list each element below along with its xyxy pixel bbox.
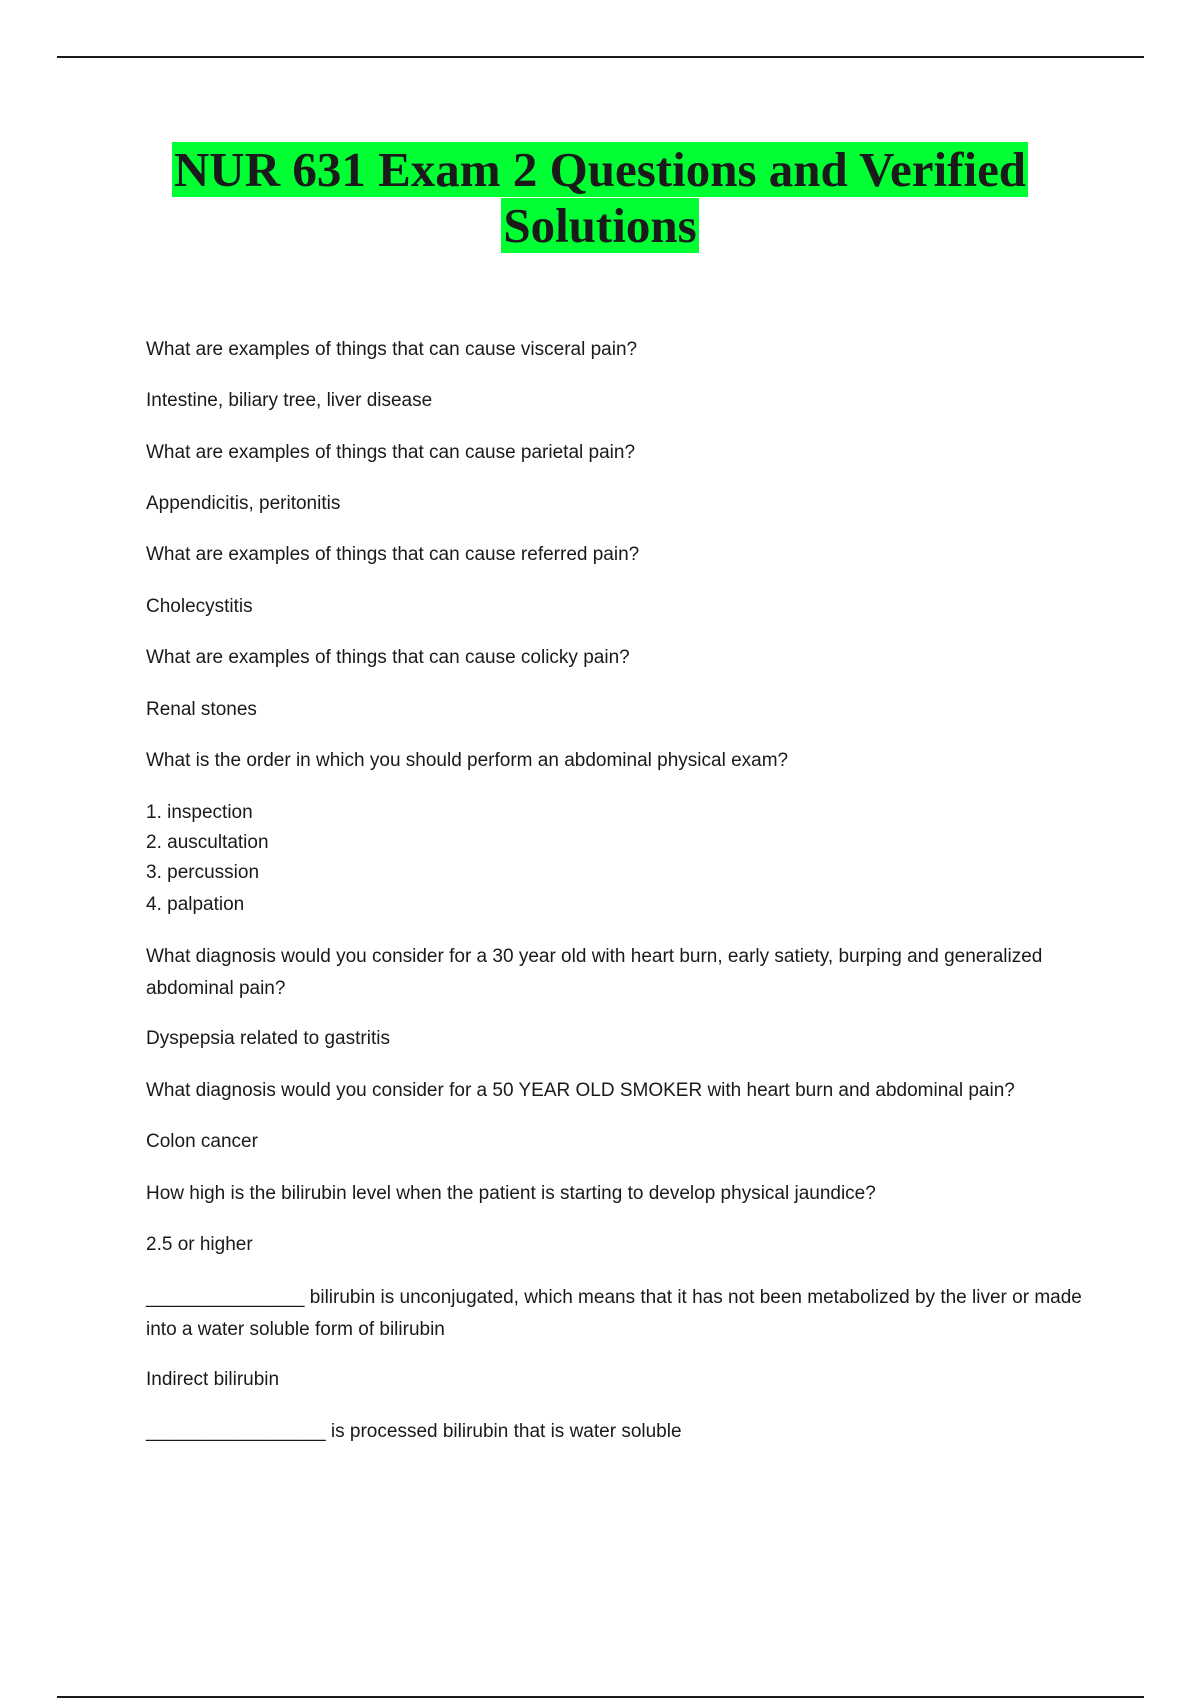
question-exam-order: What is the order in which you should perform an abdominal physical exam? — [146, 750, 789, 771]
answer-50yo-smoker: Colon cancer — [146, 1131, 258, 1152]
answer-referred: Cholecystitis — [146, 596, 253, 617]
question-referred: What are examples of things that can cause referred pain? — [146, 544, 640, 565]
top-rule — [57, 56, 1144, 58]
answer-visceral: Intestine, biliary tree, liver disease — [146, 390, 433, 411]
question-colicky: What are examples of things that can cause colicky pain? — [146, 647, 630, 668]
question-30yo: What diagnosis would you consider for a 30 year old with heart burn, early satiety, burping and generalized abdominal pain? — [146, 946, 1043, 999]
question-jaundice: How high is the bilirubin level when the patient is starting to develop physical jaundice? — [146, 1183, 876, 1204]
answer-colicky: Renal stones — [146, 699, 257, 720]
question-water-soluble: _________________ is processed bilirubin that is water soluble — [146, 1421, 682, 1442]
bottom-rule — [57, 1696, 1144, 1698]
answer-parietal: Appendicitis, peritonitis — [146, 493, 341, 514]
answer-step-2: 2. auscultation — [146, 832, 269, 853]
question-unconjugated: _______________ bilirubin is unconjugated, which means that it has not been metabolized by the liver or made into a water soluble form of bilirubin — [146, 1287, 1082, 1340]
answer-step-4: 4. palpation — [146, 894, 245, 915]
answer-jaundice: 2.5 or higher — [146, 1234, 253, 1255]
question-visceral: What are examples of things that can cause visceral pain? — [146, 339, 638, 360]
question-50yo-smoker: What diagnosis would you consider for a 50 YEAR OLD SMOKER with heart burn and abdominal pain? — [146, 1080, 1015, 1101]
title-line-2: Solutions — [503, 198, 697, 253]
title-line-1: NUR 631 Exam 2 Questions and Verified — [173, 142, 1027, 197]
document-title — [0, 142, 1200, 254]
answer-step-3: 3. percussion — [146, 862, 260, 883]
answer-30yo: Dyspepsia related to gastritis — [146, 1028, 390, 1049]
answer-step-1: 1. inspection — [146, 802, 253, 823]
answer-unconjugated: Indirect bilirubin — [146, 1369, 280, 1390]
question-parietal: What are examples of things that can cause parietal pain? — [146, 442, 636, 463]
